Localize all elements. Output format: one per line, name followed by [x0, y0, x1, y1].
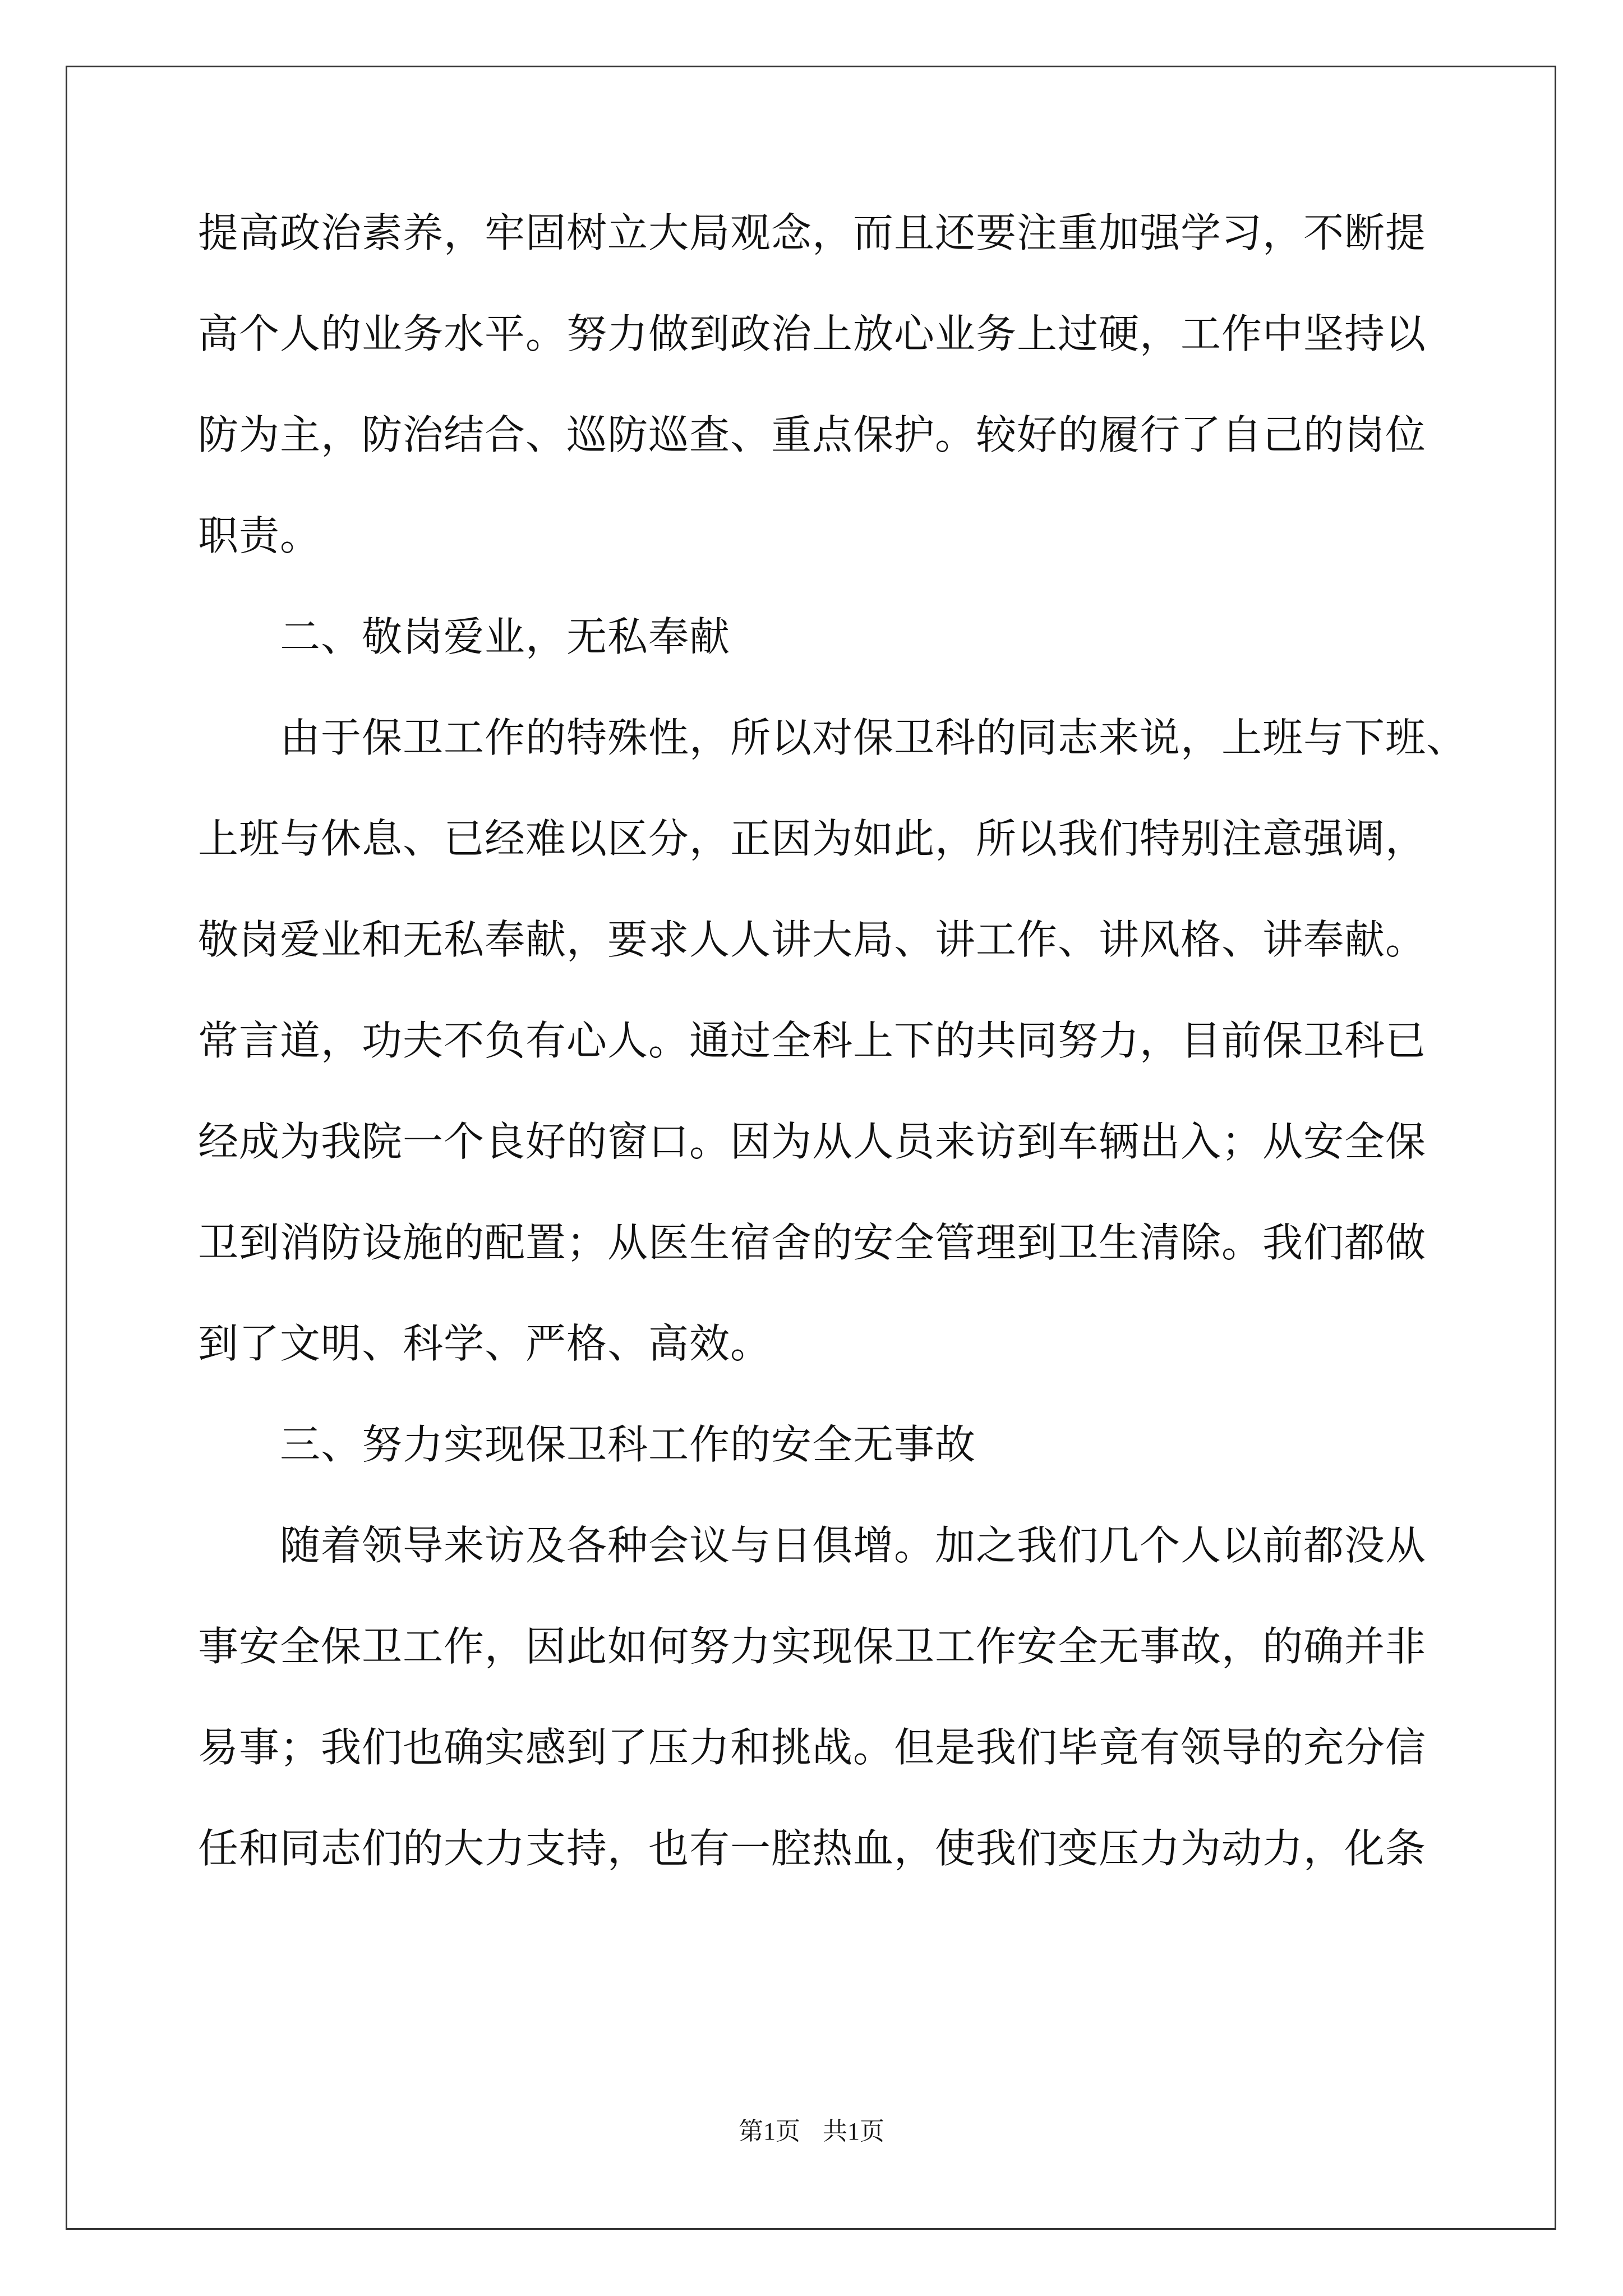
text-line: 高个人的业务水平。努力做到政治上放心业务上过硬，工作中坚持以 — [198, 310, 1427, 357]
text-line: 职责。 — [198, 512, 321, 559]
text-line: 随着领导来访及各种会议与日俱增。加之我们几个人以前都没从 — [198, 1522, 1427, 1569]
text-line: 由于保卫工作的特殊性，所以对保卫科的同志来说，上班与下班、 — [198, 714, 1468, 761]
text-line: 任和同志们的大力支持，也有一腔热血，使我们变压力为动力，化条 — [198, 1825, 1427, 1872]
text-line: 常言道，功夫不负有心人。通过全科上下的共同努力，目前保卫科已 — [198, 1017, 1427, 1064]
text-line: 提高政治素养，牢固树立大局观念，而且还要注重加强学习，不断提 — [198, 209, 1427, 256]
text-line: 易事；我们也确实感到了压力和挑战。但是我们毕竟有领导的充分信 — [198, 1724, 1427, 1771]
text-line: 敬岗爱业和无私奉献，要求人人讲大局、讲工作、讲风格、讲奉献。 — [198, 916, 1427, 963]
text-line: 经成为我院一个良好的窗口。因为从人员来访到车辆出入；从安全保 — [198, 1118, 1427, 1165]
section-heading: 二、敬岗爱业，无私奉献 — [198, 613, 731, 660]
page-total: 共1页 — [823, 2118, 884, 2145]
text-line: 事安全保卫工作，因此如何努力实现保卫工作安全无事故，的确并非 — [198, 1623, 1427, 1670]
page-footer — [0, 2115, 1623, 2148]
text-line: 卫到消防设施的配置；从医生宿舍的安全管理到卫生清除。我们都做 — [198, 1219, 1427, 1266]
text-line: 到了文明、科学、严格、高效。 — [198, 1320, 772, 1367]
text-line: 上班与休息、已经难以区分，正因为如此，所以我们特别注意强调， — [198, 815, 1427, 862]
text-line: 防为主，防治结合、巡防巡查、重点保护。较好的履行了自己的岗位 — [198, 411, 1427, 458]
page-number: 第1页 — [739, 2118, 800, 2145]
section-heading: 三、努力实现保卫科工作的安全无事故 — [198, 1421, 976, 1468]
